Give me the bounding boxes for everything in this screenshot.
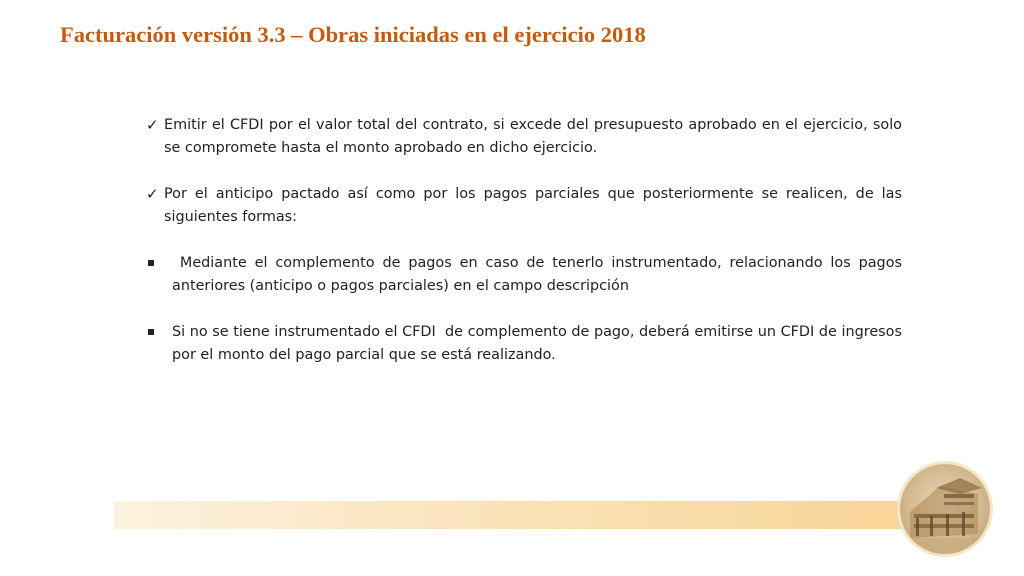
sub-bullet-item bbox=[144, 252, 907, 298]
check-icon: ✓ bbox=[146, 185, 159, 203]
bullet-text: Emitir el CFDI por el valor total del contrato, si excede del presupuesto aprobado en el ejercicio, solo se compromete hasta el monto aprobado en dicho ejercicio. bbox=[164, 117, 902, 156]
bullet-text: Por el anticipo pactado así como por los pagos parciales que posteriormente se realicen, de las siguientes formas: bbox=[164, 186, 902, 225]
check-icon: ✓ bbox=[146, 116, 159, 134]
bullet-item bbox=[144, 183, 902, 229]
decorative-footer-band bbox=[114, 501, 944, 529]
bullet-text: Mediante el complemento de pagos en caso de tenerlo instrumentado, relacionando los pagos anteriores (anticipo o pagos parciales) en el campo descripción bbox=[172, 255, 907, 294]
slide-title: Facturación versión 3.3 – Obras iniciadas en el ejercicio 2018 bbox=[60, 22, 646, 47]
bullet-text: Si no se tiene instrumentado el CFDI de complemento de pago, deberá emitirse un CFDI de ingresos por el monto del pago parcial que se está realizando. bbox=[172, 324, 907, 363]
square-bullet-icon bbox=[148, 260, 154, 266]
square-bullet-icon bbox=[148, 329, 154, 335]
sub-bullet-item bbox=[144, 321, 907, 367]
building-illustration-icon bbox=[900, 464, 990, 554]
slide-body bbox=[144, 114, 907, 390]
building-photo-medallion bbox=[900, 464, 990, 554]
bullet-item bbox=[144, 114, 902, 160]
